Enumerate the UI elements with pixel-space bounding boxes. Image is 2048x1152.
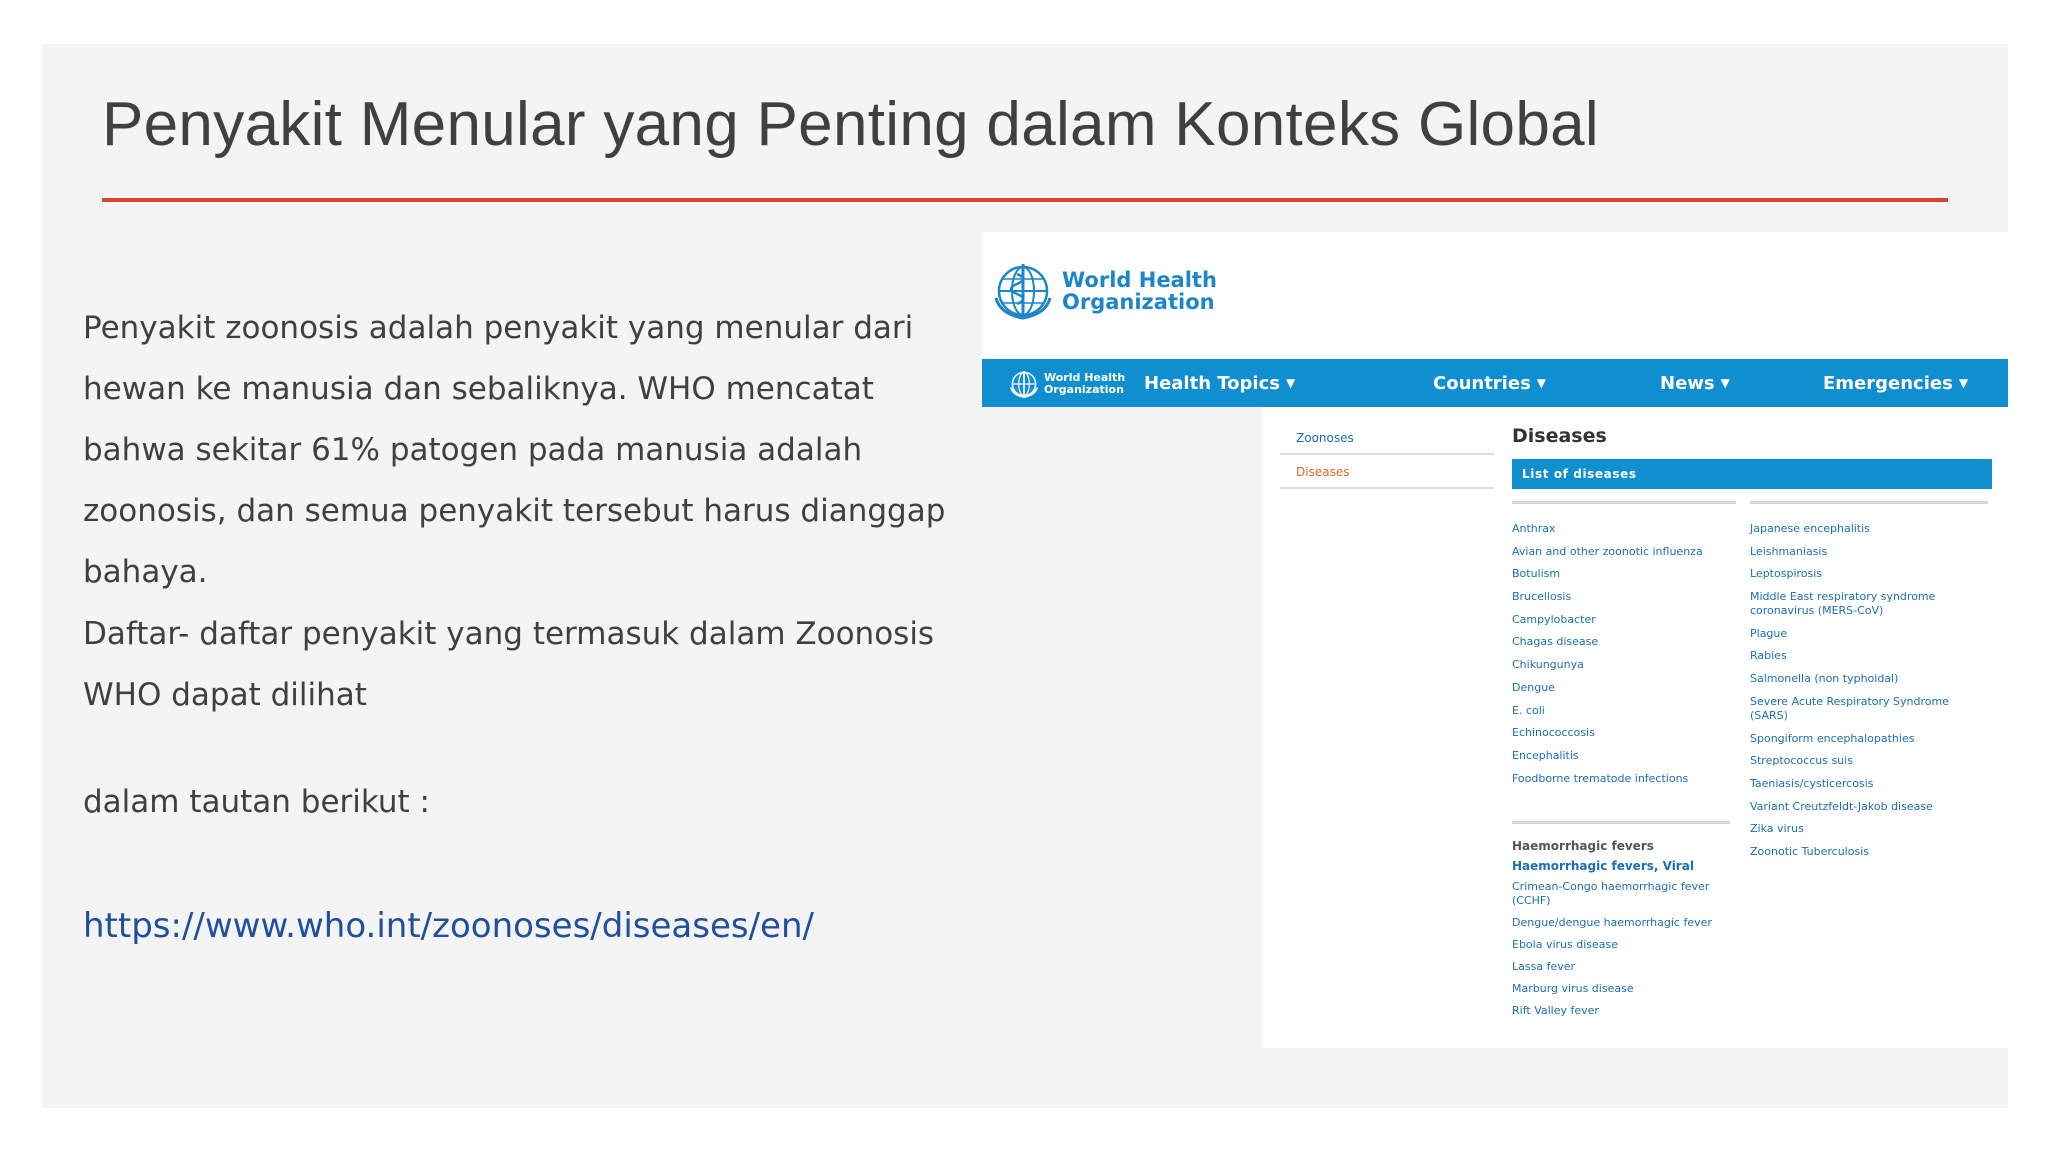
disease-link[interactable]: Rabies: [1750, 649, 1787, 663]
nav-health-topics[interactable]: Health Topics ▼: [1144, 373, 1296, 394]
who-logo-text: World Health Organization: [1062, 268, 1217, 314]
disease-link[interactable]: E. coli: [1512, 703, 1545, 717]
diseases-heading: Diseases: [1512, 425, 1607, 447]
who-logo[interactable]: [990, 260, 1217, 322]
disease-link[interactable]: Dengue/dengue haemorrhagic fever: [1512, 916, 1712, 929]
disease-link[interactable]: Foodborne trematode infections: [1512, 771, 1689, 785]
who-content-area: [1262, 407, 2008, 1048]
disease-link[interactable]: Severe Acute Respiratory Syndrome (SARS): [1750, 694, 1949, 722]
disease-link[interactable]: Botulism: [1512, 567, 1561, 581]
disease-link[interactable]: Avian and other zoonotic influenza: [1512, 544, 1703, 558]
who-zoonoses-link[interactable]: https://www.who.int/zoonoses/diseases/en/: [83, 906, 814, 946]
disease-link[interactable]: Salmonella (non typhoidal): [1750, 672, 1899, 686]
nav-countries[interactable]: Countries ▼: [1433, 373, 1547, 394]
disease-link[interactable]: Anthrax: [1512, 522, 1556, 535]
list-of-diseases-bar: List of diseases: [1512, 459, 1992, 489]
who-nav-bar: [982, 359, 2008, 407]
disease-link[interactable]: Echinococcosis: [1512, 726, 1595, 740]
chevron-down-icon: ▼: [1285, 376, 1296, 390]
disease-link[interactable]: Leptospirosis: [1750, 567, 1823, 581]
haemorrhagic-fevers-viral-link[interactable]: Haemorrhagic fevers, Viral: [1512, 859, 1694, 873]
nav-logo[interactable]: [1008, 369, 1125, 399]
haemorrhagic-fevers-section: [1512, 821, 1730, 1026]
who-emblem-icon: [1008, 369, 1040, 399]
chevron-down-icon: ▼: [1720, 376, 1730, 390]
who-sidebar: [1280, 421, 1494, 489]
sidebar-item-zoonoses[interactable]: Zoonoses: [1280, 421, 1494, 455]
disease-link[interactable]: Brucellosis: [1512, 590, 1572, 604]
nav-logo-text: World Health Organization: [1044, 371, 1126, 396]
disease-link[interactable]: Ebola virus disease: [1512, 938, 1619, 951]
disease-link[interactable]: Japanese encephalitis: [1750, 522, 1870, 535]
paragraph-link-intro: dalam tautan berikut :: [83, 784, 430, 820]
disease-link[interactable]: Middle East respiratory syndrome coronavirus (MERS-CoV): [1750, 590, 1936, 618]
nav-emergencies[interactable]: Emergencies ▼: [1823, 373, 1969, 394]
paragraph-zoonosis-definition: Penyakit zoonosis adalah penyakit yang menular dari hewan ke manusia dan sebaliknya. WHO mencatat bahwa sekitar 61% patogen pada manusia adalah zoonosis, dan semua penyakit tersebut harus dianggap bahaya.: [83, 310, 946, 590]
slide: [42, 44, 2008, 1108]
sidebar-item-diseases[interactable]: Diseases: [1280, 455, 1494, 489]
disease-link[interactable]: Marburg virus disease: [1512, 982, 1634, 995]
disease-link[interactable]: Crimean-Congo haemorrhagic fever (CCHF): [1512, 880, 1710, 907]
disease-link[interactable]: Zika virus: [1750, 822, 1804, 836]
disease-link[interactable]: Variant Creutzfeldt-Jakob disease: [1750, 799, 1933, 813]
chevron-down-icon: ▼: [1536, 376, 1547, 390]
disease-link[interactable]: Streptococcus suis: [1750, 754, 1853, 768]
disease-link[interactable]: Spongiform encephalopathies: [1750, 731, 1915, 745]
diseases-content: [1512, 421, 1992, 1017]
who-website-screenshot: [982, 232, 2008, 1048]
disease-link[interactable]: Zoonotic Tuberculosis: [1750, 844, 1869, 858]
disease-link[interactable]: Plague: [1750, 626, 1788, 640]
haemorrhagic-fevers-heading: Haemorrhagic fevers: [1512, 839, 1654, 853]
disease-link[interactable]: Rift Valley fever: [1512, 1004, 1599, 1017]
disease-link[interactable]: Chikungunya: [1512, 658, 1584, 672]
nav-news[interactable]: News ▼: [1660, 373, 1730, 394]
diseases-column-2: [1750, 501, 1988, 868]
disease-link[interactable]: Dengue: [1512, 680, 1555, 694]
paragraph-disease-list: Daftar- daftar penyakit yang termasuk dalam Zoonosis WHO dapat dilihat: [83, 616, 935, 713]
chevron-down-icon: ▼: [1958, 376, 1969, 390]
slide-title: Penyakit Menular yang Penting dalam Konteks Global: [102, 90, 1599, 159]
who-emblem-icon: [990, 260, 1056, 322]
who-header: [982, 232, 2008, 359]
disease-link[interactable]: Leishmaniasis: [1750, 544, 1828, 558]
diseases-column-1: [1512, 501, 1736, 794]
disease-link[interactable]: Lassa fever: [1512, 960, 1576, 973]
disease-link[interactable]: Taeniasis/cysticercosis: [1750, 776, 1874, 790]
disease-link[interactable]: Campylobacter: [1512, 612, 1596, 626]
disease-link[interactable]: Encephalitis: [1512, 748, 1579, 762]
disease-link[interactable]: Chagas disease: [1512, 635, 1599, 649]
title-underline: [102, 198, 1948, 202]
